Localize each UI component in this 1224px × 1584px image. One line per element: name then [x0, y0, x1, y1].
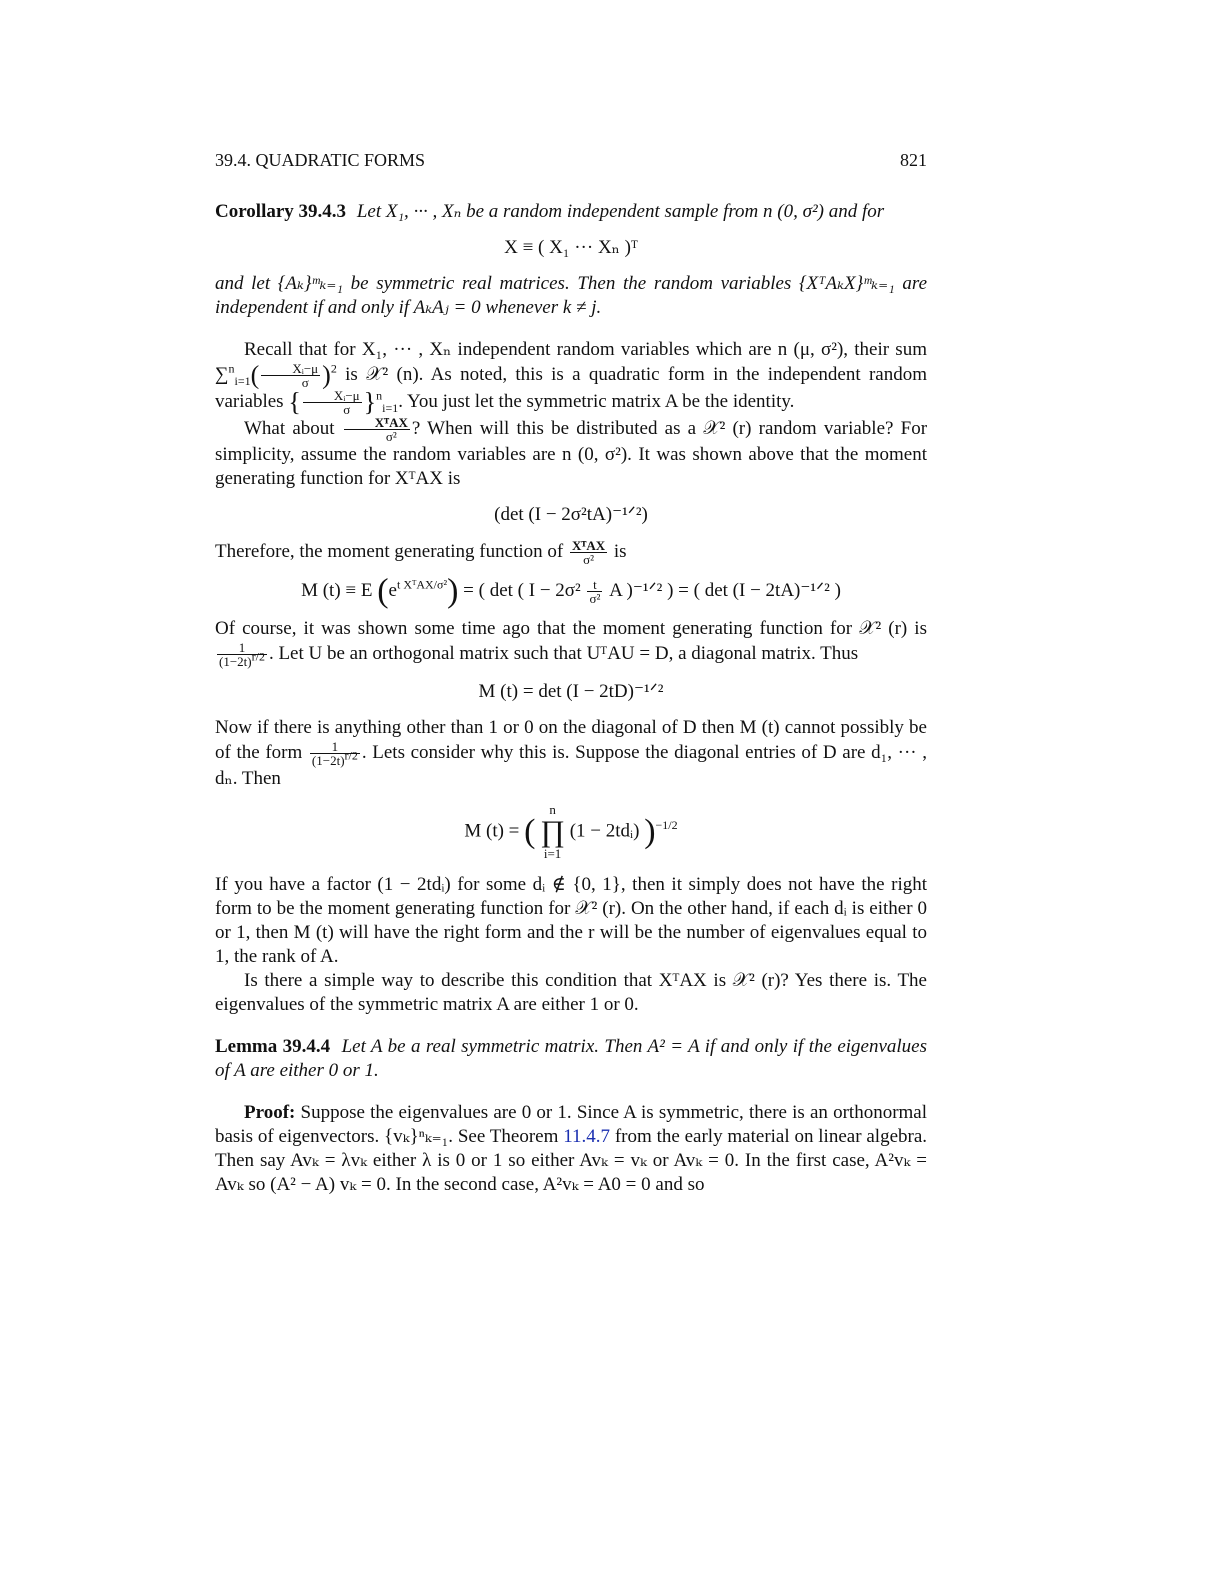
product-lower: i=1	[543, 846, 562, 861]
display-vector-x: X ≡ ( X₁ ··· Xₙ )ᵀ	[504, 237, 638, 258]
what-about-text-1: What about	[244, 417, 335, 439]
what-about-text-2: ? When will this be distributed as a 𝒳² (r) random variable? For simplicity, assume the random variables are n (0, σ²). It was shown above that the moment generating function for XᵀAX is	[215, 417, 928, 489]
corollary-label: Corollary 39.4.3	[215, 201, 347, 222]
lemma-statement	[215, 1035, 927, 1083]
proof-text-2: from the early material on linear algebra. Then say Avₖ = λvₖ either λ is 0 or 1 so either Avₖ = vₖ or Avₖ = 0. In the first case, A²vₖ = Avₖ so (A² − A) vₖ = 0. In the second case, A²vₖ = A0 = 0 and so	[215, 1126, 928, 1195]
proof-label: Proof:	[244, 1102, 296, 1123]
recall-text-1: Recall that for X₁, ··· , Xₙ independent random variables which are n (μ, σ²), their sum	[244, 339, 927, 360]
theorem-link[interactable]: 11.4.7	[563, 1126, 610, 1147]
recall-text-4: . You just let the symmetric matrix A be the identity.	[398, 390, 795, 412]
now-if-text-2: . Lets consider why this is. Suppose the diagonal entries of D are d₁, ··· , dₙ. Then	[215, 741, 927, 789]
corollary-line-2: and let {Aₖ}ᵐₖ₌₁ be symmetric real matrices. Then the random variables {XᵀAₖX}ᵐₖ₌₁ are independent if and only if AₖAⱼ = 0 whenever k ≠ j.	[215, 273, 927, 318]
now-if-text-1: Now if there is anything other than 1 or 0 on the diagonal of D then M (t) cannot possibly be of the form	[215, 717, 927, 763]
variables-set: { $\frac{\text{Xᵢ−μ}}{\sigma}$ }$^n_{i=1}$	[288, 387, 399, 417]
display-mgf-product: M (t) = ( n ∏ i=1 (1 − 2tdᵢ) )$^{-1/2}$	[464, 802, 678, 861]
lemma-text: Let A be a real symmetric matrix. Then A² = A if and only if the eigenvalues of A are either 0 or 1.	[215, 1036, 928, 1081]
now-if-paragraph	[215, 716, 927, 791]
corollary-statement	[215, 200, 927, 224]
product-left: M (t) =	[464, 820, 520, 842]
running-header	[215, 148, 927, 172]
product-upper: n	[549, 802, 556, 817]
of-course-text-1: Of course, it was shown some time ago that the moment generating function for 𝒳² (r) is	[215, 618, 927, 639]
corollary-line-1: Let X₁, ··· , Xₙ be a random independent sample from n (0, σ²) and for	[356, 201, 885, 222]
recall-text-3: variables	[215, 390, 284, 412]
display-mgf-equation: M (t) ≡ E $(e^{t XᵀAX/\sigma^2})$ = ( det ( I − 2σ² $\frac{t}{\text{σ²}}$ A )⁻¹ᐟ² ) = ( det (I − 2tA)⁻¹ᐟ² )	[301, 572, 841, 610]
page-number: 821	[900, 150, 927, 170]
section-title: 39.4. QUADRATIC FORMS	[215, 150, 426, 170]
product-operator: n ∏ i=1	[540, 802, 565, 861]
page	[215, 148, 927, 1197]
recall-text-2: is 𝒳² (n). As noted, this is a quadratic form in the independent random	[345, 363, 927, 385]
sum-expression: ∑$^n_{i=1}$( $\frac{\text{Xᵢ−μ}}{\sigma}$ )$^2$	[215, 360, 337, 390]
fraction-chi-form: $\frac{1}{(1-2t)^{r/2}}$	[311, 739, 358, 768]
of-course-text-2: . Let U be an orthogonal matrix such that UᵀAU = D, a diagonal matrix. Thus	[268, 642, 859, 664]
fraction-xtax-sigma: $\frac{\text{XᵀAX}}{\text{σ²}}$	[344, 416, 410, 443]
display-mgf-diagonal: M (t) = det (I − 2tD)⁻¹ᐟ²	[478, 681, 664, 702]
lemma-label: Lemma 39.4.4	[215, 1036, 331, 1057]
display-mgf-det: (det (I − 2σ²tA)⁻¹ᐟ²)	[494, 504, 648, 525]
of-course-paragraph	[215, 617, 927, 668]
recall-paragraph	[215, 338, 927, 416]
therefore-text-1: Therefore, the moment generating function of	[215, 540, 564, 562]
fraction-xtax-sigma-2: $\frac{\text{XᵀAX}}{\text{σ²}}$	[571, 538, 606, 567]
product-body: (1 − 2tdᵢ)	[569, 820, 640, 842]
therefore-paragraph	[215, 539, 927, 566]
therefore-text-2: is	[613, 540, 627, 562]
factor-paragraph: If you have a factor (1 − 2tdᵢ) for some dᵢ ∉ {0, 1}, then it simply does not have the right form to be the moment generating function for 𝒳² (r). On the other hand, if each dᵢ is either 0 or 1, then M (t) will have the right form and the r will be the number of eigenvalues equal to 1, the rank of A.	[215, 874, 927, 967]
proof-text-1: Suppose the eigenvalues are 0 or 1. Since A is symmetric, there is an orthonormal basis of eigenvectors. {vₖ}ⁿₖ₌₁. See Theorem	[215, 1102, 928, 1147]
proof-paragraph	[215, 1101, 927, 1197]
fraction-chi-mgf: $\frac{1}{(1-2t)^{r/2}}$	[219, 640, 265, 669]
what-about-paragraph	[215, 416, 927, 491]
simple-way-paragraph: Is there a simple way to describe this condition that XᵀAX is 𝒳² (r)? Yes there is. The eigenvalues of the symmetric matrix A are either 1 or 0.	[215, 970, 927, 1015]
mgf-middle-end: A )⁻¹ᐟ² ) = ( det (I − 2tA)⁻¹ᐟ² )	[609, 579, 841, 601]
product-exponent: −1/2	[655, 818, 678, 833]
mgf-middle: = ( det ( I − 2σ²	[463, 579, 581, 601]
mgf-left: M (t) ≡ E	[301, 579, 373, 601]
